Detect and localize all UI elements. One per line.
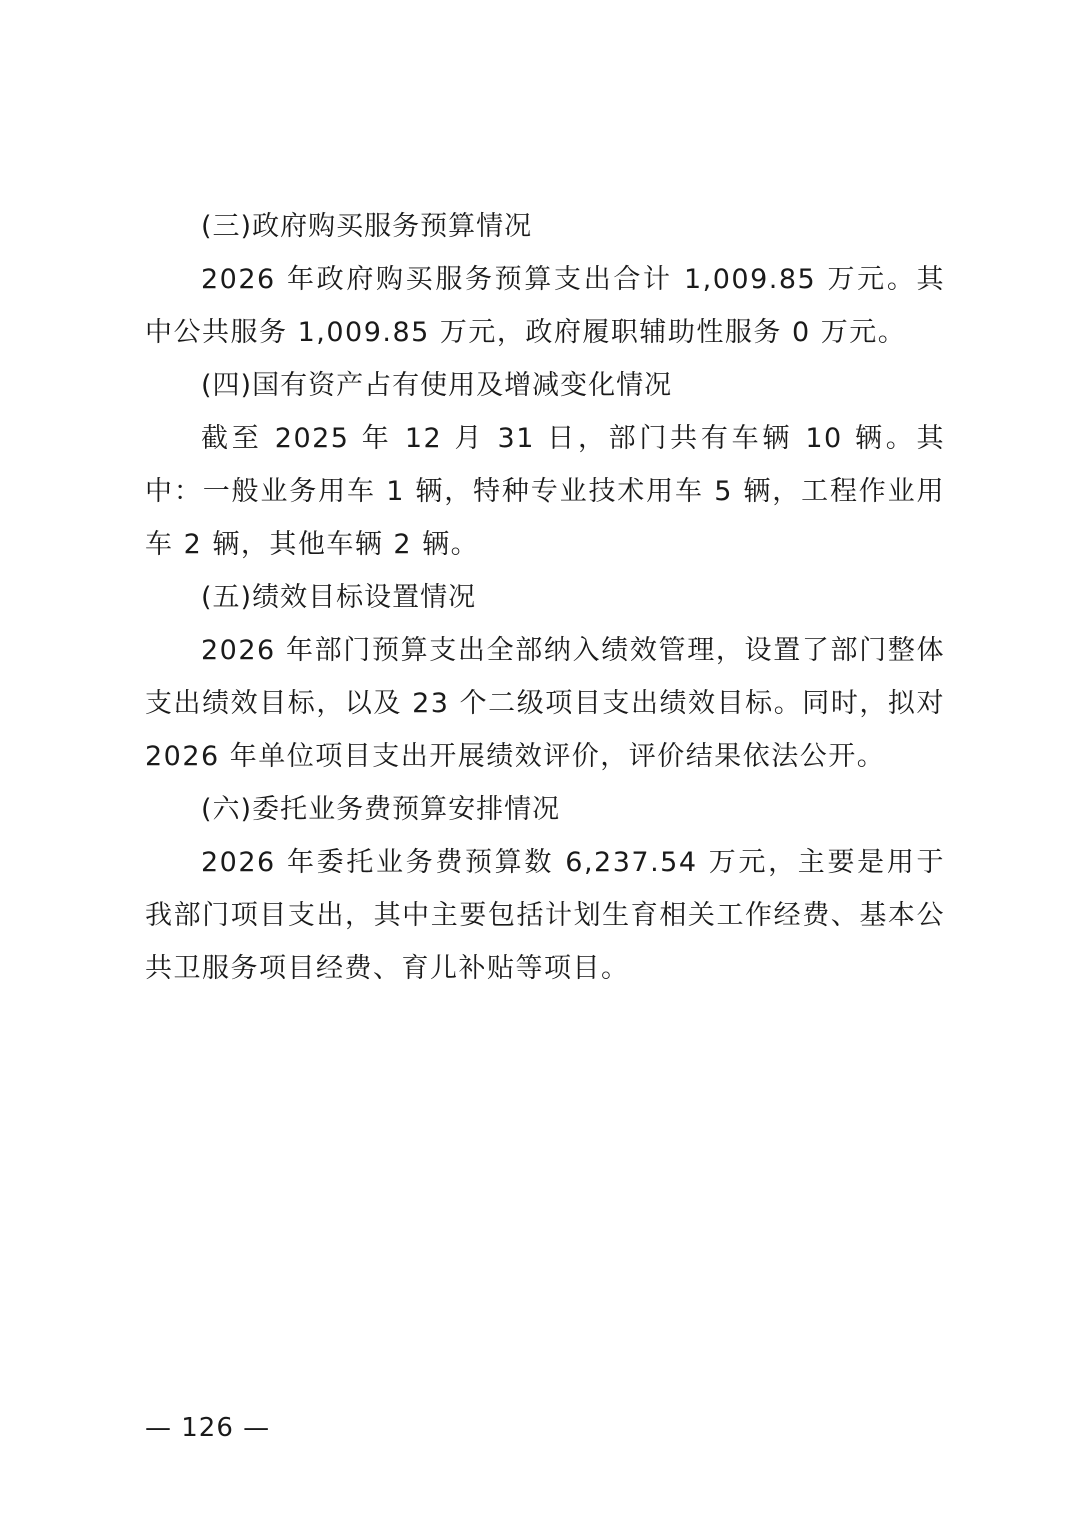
document-body	[145, 200, 945, 995]
section-body-state-assets: 截至 2025 年 12 月 31 日，部门共有车辆 10 辆。其中：一般业务用车 1 辆，特种专业技术用车 5 辆，工程作业用车 2 辆，其他车辆 2 辆。	[145, 423, 945, 560]
section-body-government-procurement: 2026 年政府购买服务预算支出合计 1,009.85 万元。其中公共服务 1,009.85 万元，政府履职辅助性服务 0 万元。	[145, 264, 945, 348]
section-heading-commissioned-business: (六)委托业务费预算安排情况	[201, 794, 561, 825]
section-body-performance-goals: 2026 年部门预算支出全部纳入绩效管理，设置了部门整体支出绩效目标，以及 23 个二级项目支出绩效目标。同时，拟对 2026 年单位项目支出开展绩效评价，评价结果依法公开。	[145, 635, 945, 772]
page-number: — 126 —	[145, 1413, 271, 1443]
section-body-commissioned-business: 2026 年委托业务费预算数 6,237.54 万元，主要是用于我部门项目支出，其中主要包括计划生育相关工作经费、基本公共卫服务项目经费、育儿补贴等项目。	[145, 847, 945, 984]
section-heading-state-assets: (四)国有资产占有使用及增减变化情况	[201, 370, 673, 401]
section-heading-performance-goals: (五)绩效目标设置情况	[201, 582, 477, 613]
section-heading-government-procurement: (三)政府购买服务预算情况	[201, 211, 533, 242]
